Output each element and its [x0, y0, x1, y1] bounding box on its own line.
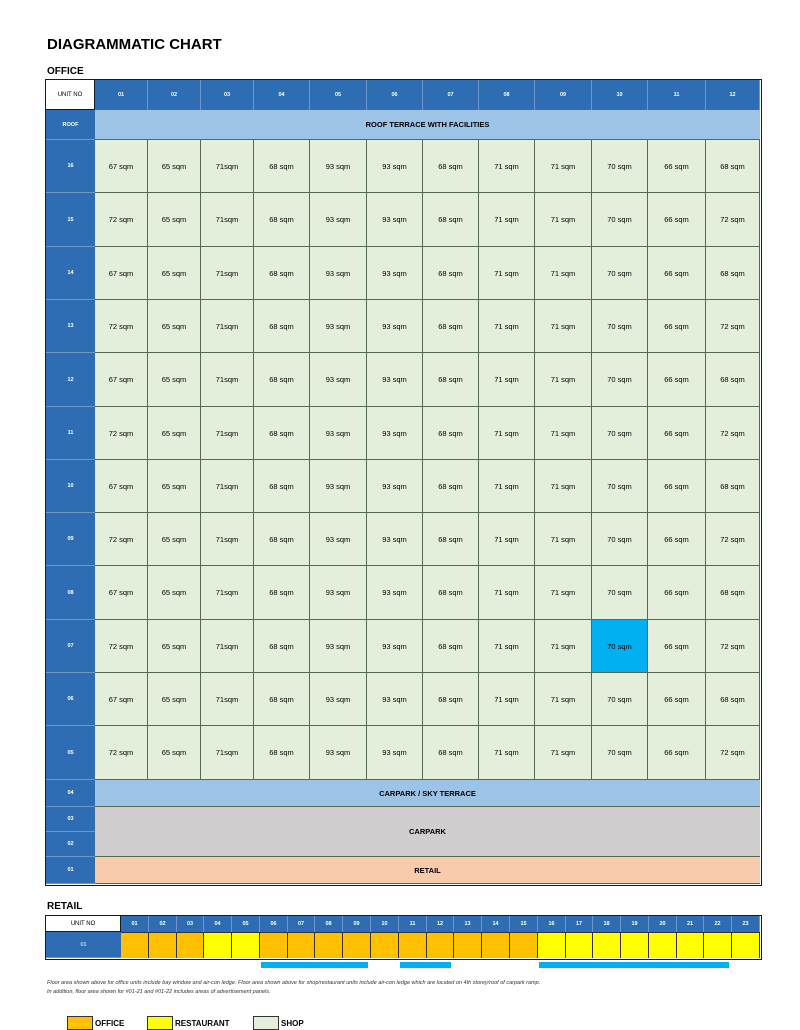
retail-unit-cell-07	[288, 932, 315, 958]
unit-area-cell: 71sqm	[201, 247, 254, 300]
unit-area-cell: 68 sqm	[254, 673, 310, 726]
floor-label-09: 09	[46, 513, 95, 566]
unit-area-cell: 66 sqm	[648, 513, 706, 566]
unit-area-cell: 72 sqm	[95, 726, 148, 780]
unit-header-03: 03	[201, 80, 254, 110]
unit-area-cell: 93 sqm	[310, 726, 367, 780]
unit-area-cell: 71 sqm	[479, 673, 535, 726]
floor-label-14: 14	[46, 247, 95, 300]
retail-unit-cell-15	[510, 932, 538, 958]
retail-unit-cell-06	[260, 932, 288, 958]
retail-unit-header-03: 03	[177, 916, 204, 932]
unit-header-05: 05	[310, 80, 367, 110]
unit-area-cell: 70 sqm	[592, 566, 648, 620]
unit-area-cell: 93 sqm	[367, 566, 423, 620]
unit-area-cell: 65 sqm	[148, 140, 201, 193]
unit-area-cell: 71sqm	[201, 353, 254, 407]
unit-area-cell: 71 sqm	[479, 193, 535, 247]
retail-chart	[45, 915, 762, 960]
floor-label-12: 12	[46, 353, 95, 407]
unit-area-cell: 70 sqm	[592, 513, 648, 566]
unit-area-cell: 93 sqm	[310, 673, 367, 726]
floor-label-01: 01	[46, 857, 95, 884]
unit-area-cell: 93 sqm	[310, 353, 367, 407]
floor-label-08: 08	[46, 566, 95, 620]
unit-area-cell: 68 sqm	[254, 460, 310, 513]
retail-unit-header-11: 11	[399, 916, 427, 932]
unit-header-10: 10	[592, 80, 648, 110]
unit-area-cell: 71sqm	[201, 673, 254, 726]
unit-area-cell: 66 sqm	[648, 193, 706, 247]
unit-header-12: 12	[706, 80, 760, 110]
unit-area-cell: 68 sqm	[254, 513, 310, 566]
unit-area-cell: 71 sqm	[535, 193, 592, 247]
unit-area-cell: 68 sqm	[423, 726, 479, 780]
unit-area-cell: 66 sqm	[648, 407, 706, 460]
unit-area-cell: 93 sqm	[367, 140, 423, 193]
floor-label-10: 10	[46, 460, 95, 513]
unit-area-cell: 66 sqm	[648, 247, 706, 300]
retail-unit-header-06: 06	[260, 916, 288, 932]
unit-area-cell: 70 sqm	[592, 620, 648, 673]
retail-unit-cell-23	[732, 932, 760, 958]
page-title: DIAGRAMMATIC CHART	[47, 36, 222, 53]
unit-area-cell: 71sqm	[201, 513, 254, 566]
retail-unit-cell-01	[121, 932, 149, 958]
legend-item-office	[67, 1017, 124, 1029]
legend-label-office: OFFICE	[95, 1018, 125, 1028]
unit-area-cell: 65 sqm	[148, 513, 201, 566]
unit-area-cell: 65 sqm	[148, 300, 201, 353]
unit-area-cell: 71sqm	[201, 193, 254, 247]
retail-floor-label: 01	[46, 932, 121, 958]
retail-unit-header-05: 05	[232, 916, 260, 932]
unit-area-cell: 68 sqm	[423, 353, 479, 407]
retail-unit-cell-21	[677, 932, 704, 958]
unit-area-cell: 72 sqm	[706, 300, 760, 353]
floor-label-04: 04	[46, 780, 95, 807]
unit-area-cell: 68 sqm	[423, 460, 479, 513]
unit-area-cell: 71 sqm	[535, 140, 592, 193]
unit-area-cell: 93 sqm	[367, 300, 423, 353]
retail-unit-cell-05	[232, 932, 260, 958]
retail-unit-no-header: UNIT NO	[46, 916, 121, 932]
unit-area-cell: 70 sqm	[592, 300, 648, 353]
unit-area-cell: 71 sqm	[535, 513, 592, 566]
unit-header-06: 06	[367, 80, 423, 110]
unit-area-cell: 71 sqm	[479, 247, 535, 300]
unit-area-cell: 68 sqm	[254, 193, 310, 247]
unit-area-cell: 72 sqm	[706, 193, 760, 247]
unit-area-cell: 71 sqm	[535, 300, 592, 353]
unit-area-cell: 65 sqm	[148, 673, 201, 726]
unit-area-cell: 68 sqm	[423, 407, 479, 460]
footnote-line-2: In addition, floor area shown for #01-21 and #01-22 includes areas of advertisement panels.	[47, 989, 271, 995]
footnote-line-1: Floor area shown above for office units include bay window and air-con ledge. Floor area shown above for shop/restaurant units include air-con ledge which are located on 4th storey/roof of carpark ramp.	[47, 980, 541, 986]
unit-area-cell: 71 sqm	[479, 460, 535, 513]
retail-unit-header-20: 20	[649, 916, 677, 932]
unit-header-02: 02	[148, 80, 201, 110]
retail-band: RETAIL	[95, 857, 760, 884]
legend-swatch-shop	[253, 1016, 279, 1030]
unit-area-cell: 93 sqm	[367, 513, 423, 566]
unit-area-cell: 93 sqm	[367, 247, 423, 300]
unit-area-cell: 71 sqm	[535, 247, 592, 300]
unit-area-cell: 68 sqm	[423, 673, 479, 726]
unit-area-cell: 71sqm	[201, 460, 254, 513]
carpark-sky-terrace-band: CARPARK / SKY TERRACE	[95, 780, 760, 807]
office-chart	[45, 79, 762, 886]
unit-area-cell: 93 sqm	[310, 407, 367, 460]
unit-area-cell: 93 sqm	[367, 353, 423, 407]
unit-area-cell: 70 sqm	[592, 726, 648, 780]
unit-area-cell: 68 sqm	[423, 513, 479, 566]
unit-area-cell: 66 sqm	[648, 726, 706, 780]
retail-unit-header-16: 16	[538, 916, 566, 932]
retail-unit-header-18: 18	[593, 916, 621, 932]
unit-area-cell: 93 sqm	[367, 193, 423, 247]
unit-area-cell: 66 sqm	[648, 460, 706, 513]
unit-area-cell: 65 sqm	[148, 247, 201, 300]
retail-unit-header-04: 04	[204, 916, 232, 932]
retail-unit-cell-08	[315, 932, 343, 958]
unit-area-cell: 68 sqm	[706, 460, 760, 513]
retail-unit-cell-17	[566, 932, 593, 958]
retail-unit-header-23: 23	[732, 916, 760, 932]
unit-area-cell: 72 sqm	[706, 513, 760, 566]
retail-unit-cell-22	[704, 932, 732, 958]
unit-area-cell: 71 sqm	[535, 353, 592, 407]
unit-area-cell: 67 sqm	[95, 566, 148, 620]
retail-unit-cell-09	[343, 932, 371, 958]
unit-area-cell: 67 sqm	[95, 673, 148, 726]
unit-area-cell: 65 sqm	[148, 353, 201, 407]
unit-area-cell: 71sqm	[201, 620, 254, 673]
legend-label-restaurant: RESTAURANT	[175, 1018, 230, 1028]
floor-label-03: 03	[46, 807, 95, 832]
retail-unit-cell-02	[149, 932, 177, 958]
unit-area-cell: 71 sqm	[479, 140, 535, 193]
legend-item-shop	[253, 1017, 304, 1029]
unit-area-cell: 68 sqm	[254, 620, 310, 673]
unit-area-cell: 68 sqm	[254, 140, 310, 193]
retail-unit-cell-11	[399, 932, 427, 958]
unit-area-cell: 66 sqm	[648, 620, 706, 673]
unit-area-cell: 93 sqm	[367, 407, 423, 460]
retail-unit-header-09: 09	[343, 916, 371, 932]
retail-unit-header-12: 12	[427, 916, 454, 932]
retail-unit-cell-12	[427, 932, 454, 958]
unit-area-cell: 71 sqm	[479, 353, 535, 407]
retail-unit-header-22: 22	[704, 916, 732, 932]
unit-header-09: 09	[535, 80, 592, 110]
unit-area-cell: 67 sqm	[95, 247, 148, 300]
unit-area-cell: 66 sqm	[648, 673, 706, 726]
unit-area-cell: 71sqm	[201, 300, 254, 353]
unit-area-cell: 71 sqm	[479, 620, 535, 673]
retail-unit-cell-14	[482, 932, 510, 958]
unit-area-cell: 68 sqm	[706, 673, 760, 726]
unit-area-cell: 72 sqm	[95, 513, 148, 566]
unit-area-cell: 65 sqm	[148, 566, 201, 620]
unit-area-cell: 71sqm	[201, 566, 254, 620]
floor-label-11: 11	[46, 407, 95, 460]
retail-unit-cell-10	[371, 932, 399, 958]
retail-unit-header-02: 02	[149, 916, 177, 932]
unit-area-cell: 68 sqm	[254, 300, 310, 353]
unit-header-11: 11	[648, 80, 706, 110]
roof-terrace-band: ROOF TERRACE WITH FACILITIES	[95, 110, 760, 140]
retail-unit-header-17: 17	[566, 916, 593, 932]
unit-area-cell: 66 sqm	[648, 353, 706, 407]
unit-area-cell: 71 sqm	[479, 726, 535, 780]
unit-area-cell: 93 sqm	[310, 460, 367, 513]
unit-area-cell: 68 sqm	[706, 140, 760, 193]
unit-area-cell: 71 sqm	[535, 673, 592, 726]
retail-underline-bar	[400, 962, 451, 968]
unit-area-cell: 68 sqm	[423, 247, 479, 300]
unit-area-cell: 71 sqm	[479, 566, 535, 620]
unit-area-cell: 93 sqm	[310, 193, 367, 247]
unit-area-cell: 71sqm	[201, 140, 254, 193]
unit-area-cell: 71 sqm	[535, 620, 592, 673]
unit-area-cell: 68 sqm	[254, 247, 310, 300]
unit-area-cell: 67 sqm	[95, 353, 148, 407]
floor-label-06: 06	[46, 673, 95, 726]
unit-area-cell: 68 sqm	[706, 353, 760, 407]
floor-label-roof: ROOF	[46, 110, 95, 140]
unit-area-cell: 70 sqm	[592, 407, 648, 460]
unit-area-cell: 71 sqm	[535, 407, 592, 460]
unit-area-cell: 67 sqm	[95, 460, 148, 513]
floor-label-13: 13	[46, 300, 95, 353]
retail-unit-header-15: 15	[510, 916, 538, 932]
unit-area-cell: 68 sqm	[254, 407, 310, 460]
unit-area-cell: 93 sqm	[310, 300, 367, 353]
carpark-band: CARPARK	[95, 807, 760, 857]
unit-area-cell: 66 sqm	[648, 566, 706, 620]
unit-area-cell: 71 sqm	[535, 460, 592, 513]
floor-label-07: 07	[46, 620, 95, 673]
unit-area-cell: 68 sqm	[423, 300, 479, 353]
unit-area-cell: 71sqm	[201, 726, 254, 780]
unit-area-cell: 93 sqm	[310, 140, 367, 193]
unit-area-cell: 65 sqm	[148, 620, 201, 673]
unit-header-01: 01	[95, 80, 148, 110]
unit-area-cell: 71 sqm	[479, 513, 535, 566]
unit-area-cell: 68 sqm	[423, 193, 479, 247]
retail-unit-cell-03	[177, 932, 204, 958]
unit-area-cell: 70 sqm	[592, 247, 648, 300]
retail-unit-header-21: 21	[677, 916, 704, 932]
unit-area-cell: 68 sqm	[423, 566, 479, 620]
unit-area-cell: 65 sqm	[148, 193, 201, 247]
retail-unit-header-01: 01	[121, 916, 149, 932]
unit-header-07: 07	[423, 80, 479, 110]
unit-area-cell: 93 sqm	[310, 513, 367, 566]
retail-unit-header-19: 19	[621, 916, 649, 932]
retail-unit-cell-19	[621, 932, 649, 958]
unit-area-cell: 68 sqm	[423, 140, 479, 193]
unit-area-cell: 72 sqm	[95, 620, 148, 673]
retail-unit-header-10: 10	[371, 916, 399, 932]
unit-area-cell: 93 sqm	[367, 673, 423, 726]
unit-area-cell: 65 sqm	[148, 460, 201, 513]
retail-unit-cell-18	[593, 932, 621, 958]
unit-area-cell: 72 sqm	[95, 300, 148, 353]
unit-area-cell: 70 sqm	[592, 353, 648, 407]
retail-underline-bar	[539, 962, 729, 968]
retail-unit-header-13: 13	[454, 916, 482, 932]
unit-area-cell: 71 sqm	[535, 726, 592, 780]
unit-area-cell: 67 sqm	[95, 140, 148, 193]
legend-swatch-restaurant	[147, 1016, 173, 1030]
unit-header-04: 04	[254, 80, 310, 110]
unit-area-cell: 70 sqm	[592, 193, 648, 247]
retail-underline-bar	[261, 962, 368, 968]
unit-area-cell: 72 sqm	[706, 407, 760, 460]
unit-area-cell: 68 sqm	[254, 726, 310, 780]
unit-area-cell: 68 sqm	[706, 566, 760, 620]
unit-area-cell: 70 sqm	[592, 140, 648, 193]
unit-header-08: 08	[479, 80, 535, 110]
unit-area-cell: 72 sqm	[95, 193, 148, 247]
retail-unit-cell-04	[204, 932, 232, 958]
footnote	[47, 979, 540, 997]
unit-area-cell: 70 sqm	[592, 673, 648, 726]
unit-area-cell: 71 sqm	[479, 407, 535, 460]
unit-area-cell: 66 sqm	[648, 300, 706, 353]
legend-item-restaurant	[147, 1017, 230, 1029]
floor-label-15: 15	[46, 193, 95, 247]
unit-area-cell: 68 sqm	[706, 247, 760, 300]
unit-area-cell: 72 sqm	[706, 726, 760, 780]
unit-area-cell: 72 sqm	[706, 620, 760, 673]
retail-unit-header-08: 08	[315, 916, 343, 932]
unit-no-header: UNIT NO	[46, 80, 95, 110]
retail-unit-cell-13	[454, 932, 482, 958]
unit-area-cell: 68 sqm	[254, 566, 310, 620]
office-section-label: OFFICE	[47, 66, 84, 77]
floor-label-02: 02	[46, 832, 95, 857]
floor-label-16: 16	[46, 140, 95, 193]
legend-swatch-office	[67, 1016, 93, 1030]
unit-area-cell: 65 sqm	[148, 726, 201, 780]
unit-area-cell: 71sqm	[201, 407, 254, 460]
retail-unit-cell-20	[649, 932, 677, 958]
unit-area-cell: 68 sqm	[423, 620, 479, 673]
legend-label-shop: SHOP	[281, 1018, 304, 1028]
unit-area-cell: 71 sqm	[535, 566, 592, 620]
unit-area-cell: 93 sqm	[367, 620, 423, 673]
retail-unit-header-14: 14	[482, 916, 510, 932]
floor-label-05: 05	[46, 726, 95, 780]
unit-area-cell: 93 sqm	[367, 726, 423, 780]
unit-area-cell: 65 sqm	[148, 407, 201, 460]
unit-area-cell: 66 sqm	[648, 140, 706, 193]
unit-area-cell: 68 sqm	[254, 353, 310, 407]
unit-area-cell: 70 sqm	[592, 460, 648, 513]
unit-area-cell: 93 sqm	[310, 566, 367, 620]
retail-unit-header-07: 07	[288, 916, 315, 932]
unit-area-cell: 93 sqm	[367, 460, 423, 513]
unit-area-cell: 93 sqm	[310, 247, 367, 300]
unit-area-cell: 72 sqm	[95, 407, 148, 460]
unit-area-cell: 71 sqm	[479, 300, 535, 353]
retail-section-label: RETAIL	[47, 901, 83, 912]
retail-unit-cell-16	[538, 932, 566, 958]
unit-area-cell: 93 sqm	[310, 620, 367, 673]
